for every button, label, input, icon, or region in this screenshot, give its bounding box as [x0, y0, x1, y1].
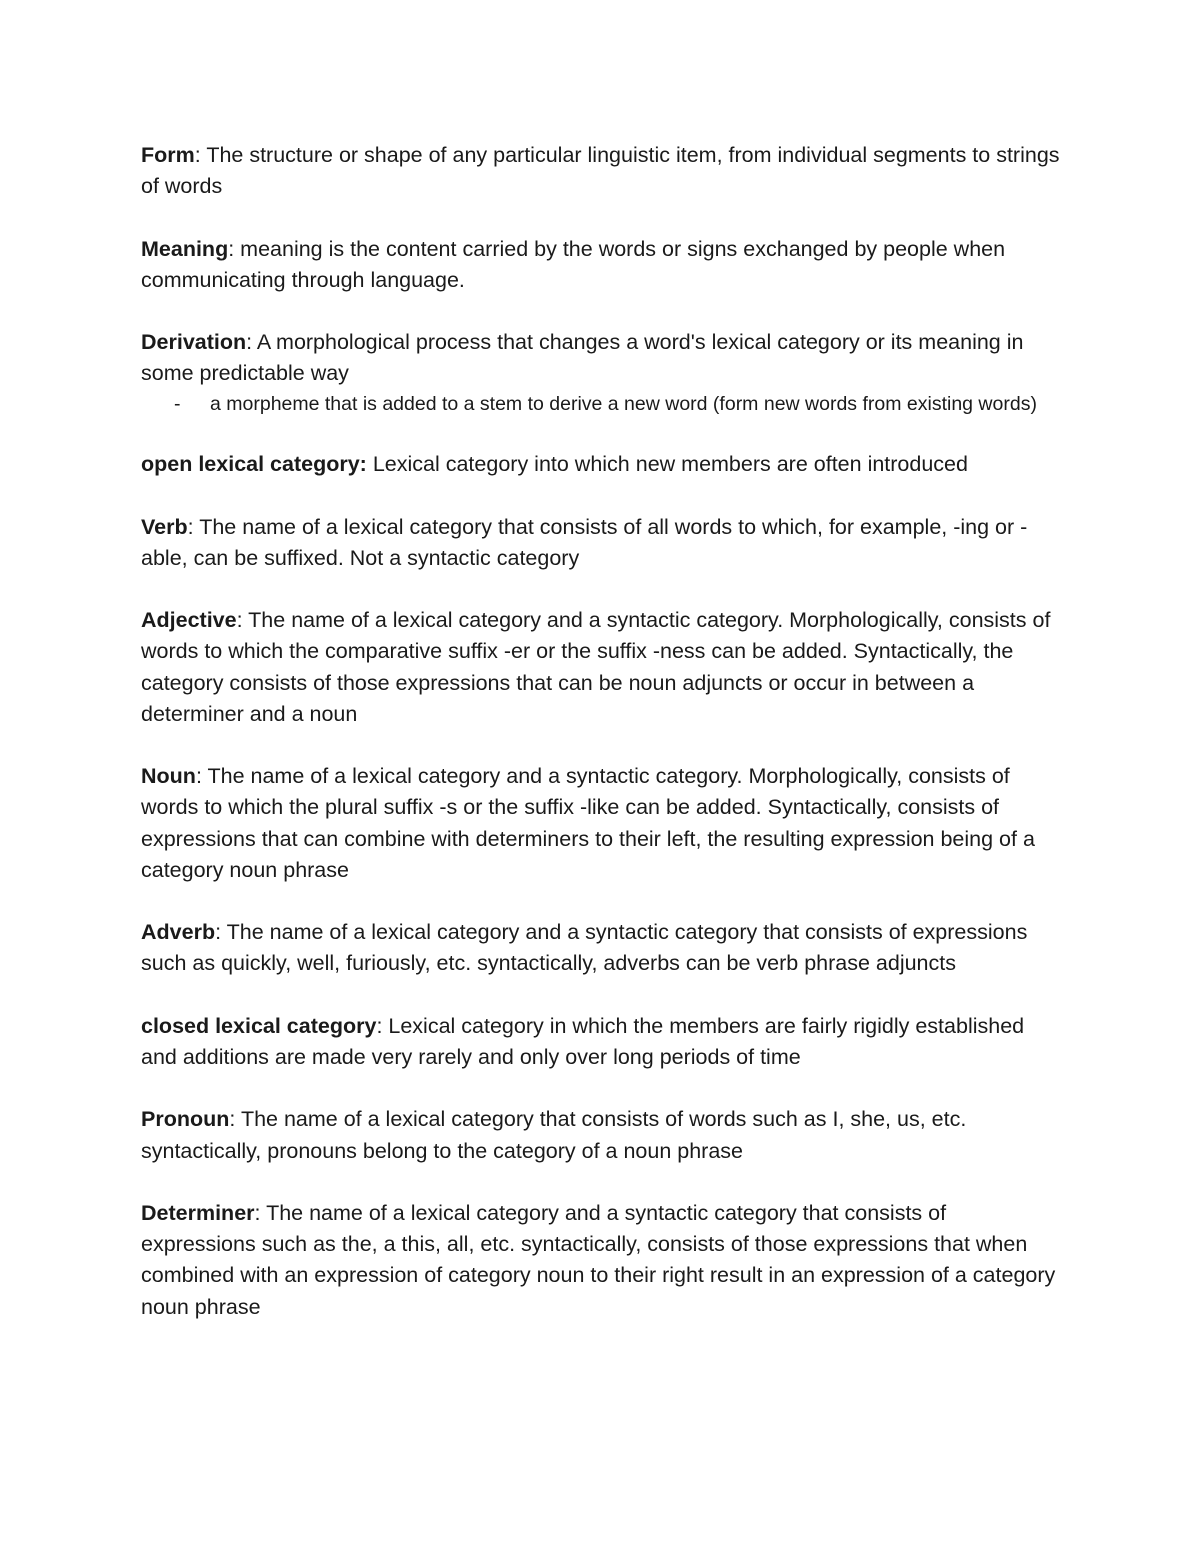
entry-adjective: [141, 605, 1061, 730]
definition: meaning is the content carried by the words or signs exchanged by people when communicating through language.: [141, 236, 1006, 292]
entry-derivation: [141, 327, 1061, 418]
entry-adverb: [141, 917, 1061, 979]
term: Adverb: [141, 920, 216, 945]
entry-derivation-main: [141, 327, 1061, 389]
separator: :: [246, 330, 257, 355]
term: Form: [141, 143, 195, 167]
separator: :: [236, 608, 249, 633]
separator: :: [229, 1107, 241, 1132]
definition: The structure or shape of any particular linguistic item, from individual segments to strings of words: [141, 143, 1060, 199]
entry-open-lexical-category: [141, 449, 1061, 480]
separator: :: [195, 764, 208, 789]
entry-determiner: [141, 1198, 1061, 1323]
separator: :: [187, 514, 200, 539]
sub-list: [141, 390, 1061, 419]
term: Verb: [141, 514, 188, 539]
term: Determiner: [141, 1201, 255, 1226]
definition: A morphological process that changes a word's lexical category or its meaning in some predictable way: [141, 330, 1024, 386]
definition: The name of a lexical category and a syntactic category that consists of expressions such as the, a this, all, etc. syntactically, consists of those expressions that when combined with an expression of category noun to their right result in an expression of a category noun phrase: [141, 1201, 1056, 1319]
entry-noun: [141, 761, 1061, 886]
definition: The name of a lexical category that consists of all words to which, for example, -ing or -able, can be suffixed. Not a syntactic category: [141, 514, 1028, 570]
definition: Lexical category into which new members are often introduced: [372, 452, 968, 477]
separator: :: [254, 1201, 267, 1226]
entry-meaning: [141, 234, 1061, 296]
term: Derivation: [141, 330, 247, 355]
definition: The name of a lexical category and a syntactic category. Morphologically, consists of words to which the plural suffix -s or the suffix -like can be added. Syntactically, consists of expressions that can combine with determiners to their left, the resulting expression being of a category noun phrase: [141, 764, 1035, 882]
entry-closed-lexical-category: [141, 1011, 1061, 1073]
definition: The name of a lexical category that consists of words such as I, she, us, etc. syntactically, pronouns belong to the category of a noun phrase: [141, 1107, 967, 1163]
list-item: [141, 390, 1061, 419]
bullet: -: [174, 392, 181, 415]
term: closed lexical category: [141, 1013, 377, 1038]
entry-pronoun: [141, 1104, 1061, 1166]
definition: Lexical category in which the members are fairly rigidly established and additions are made very rarely and only over long periods of time: [141, 1013, 1025, 1070]
entry-verb: [141, 512, 1061, 574]
entry-form: [141, 140, 1061, 202]
term: Meaning: [141, 236, 229, 261]
separator: :: [376, 1013, 389, 1038]
term: Pronoun: [141, 1107, 230, 1132]
definition: The name of a lexical category and a syntactic category. Morphologically, consists of words to which the comparative suffix -er or the suffix -ness can be added. Syntactically, the category consists of those expressions that can be noun adjuncts or occur in between a determiner and a noun: [141, 608, 1051, 726]
definition: The name of a lexical category and a syntactic category that consists of expressions such as quickly, well, furiously, etc. syntactically, adverbs can be verb phrase adjuncts: [141, 920, 1028, 976]
document-page: [141, 140, 1061, 1354]
separator: :: [228, 236, 241, 261]
term: Noun: [141, 764, 196, 789]
separator: :: [215, 920, 227, 945]
term: open lexical category:: [141, 452, 367, 477]
term: Adjective: [141, 608, 237, 633]
list-item-text: a morpheme that is added to a stem to derive a new word (form new words from existing words): [210, 392, 1037, 415]
separator: :: [194, 143, 207, 167]
